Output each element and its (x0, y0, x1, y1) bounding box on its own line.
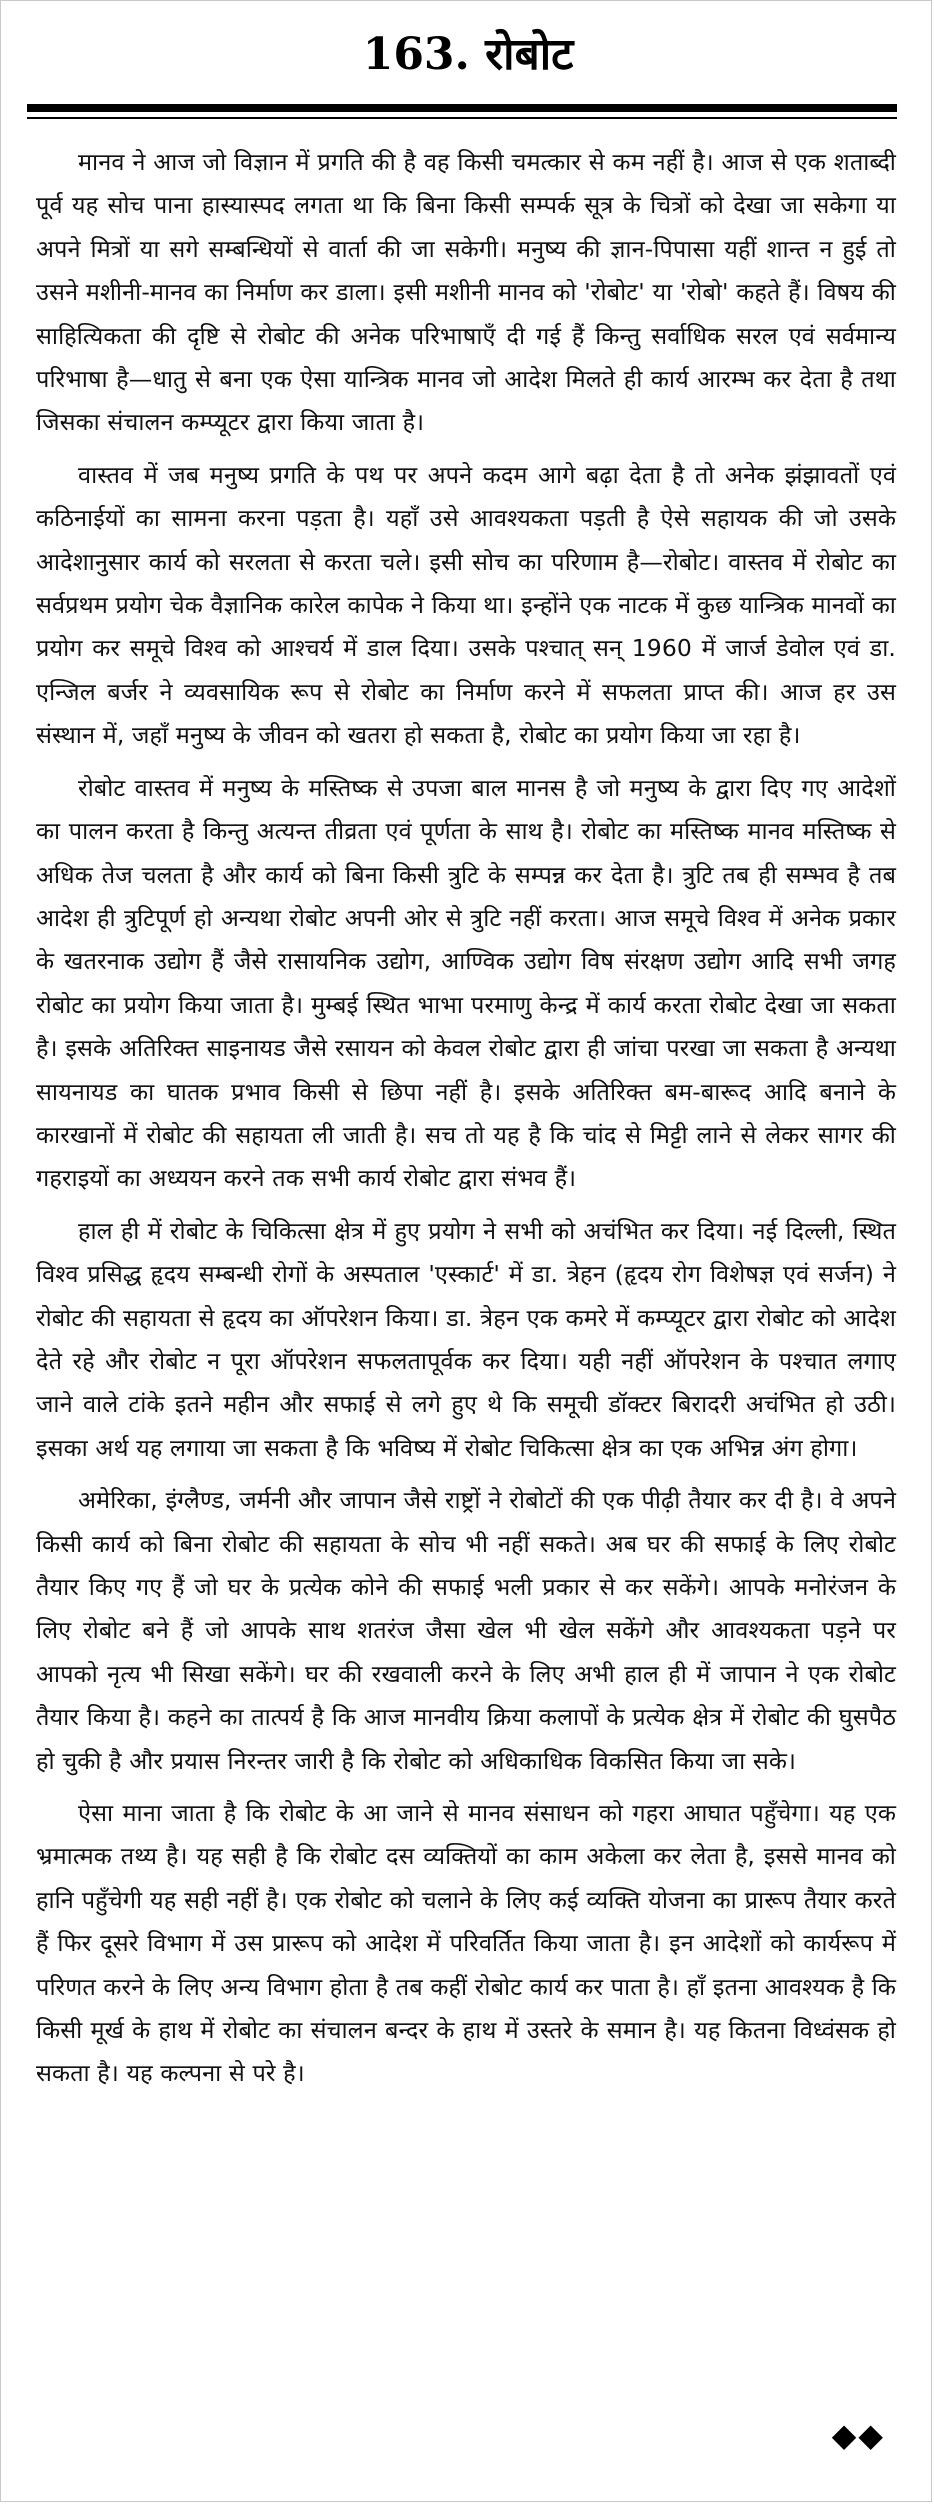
paragraph-6: ऐसा माना जाता है कि रोबोट के आ जाने से मानव संसाधन को गहरा आघात पहुँचेगा। यह एक भ्रमात्मक तथ्य है। यह सही है कि रोबोट दस व्यक्तियों का काम अकेला कर लेता है, इससे मानव को हानि पहुँचेगी यह सही नहीं है। एक रोबोट को चलाने के लिए कई व्यक्ति योजना का प्रारूप तैयार करते हैं फिर दूसरे विभाग में उस प्रारूप को आदेश में परिवर्तित किया जाता है। इन आदेशों को कार्यरूप में परिणत करने के लिए अन्य विभाग होता है तब कहीं रोबोट कार्य कर पाता है। हाँ इतना आवश्यक है कि किसी मूर्ख के हाथ में रोबोट का संचालन बन्दर के हाथ में उस्तरे के समान है। यह कितना विध्वंसक हो सकता है। यह कल्पना से परे है। (36, 1799, 896, 2088)
paragraph-3: रोबोट वास्तव में मनुष्य के मस्तिष्क से उपजा बाल मानस है जो मनुष्य के द्वारा दिए गए आदेशों का पालन करता है किन्तु अत्यन्त तीव्रता एवं पूर्णता के साथ है। रोबोट का मस्तिष्क मानव मस्तिष्क से अधिक तेज चलता है और कार्य को बिना किसी त्रुटि के सम्पन्न कर देता है। त्रुटि तब ही सम्भव है तब आदेश ही त्रुटिपूर्ण हो अन्यथा रोबोट अपनी ओर से त्रुटि नहीं करता। आज समूचे विश्व में अनेक प्रकार के खतरनाक उद्योग हैं जैसे रासायनिक उद्योग, आण्विक उद्योग विष संरक्षण उद्योग आदि सभी जगह रोबोट का प्रयोग किया जाता है। मुम्बई स्थित भाभा परमाणु केन्द्र में कार्य करता रोबोट देखा जा सकता है। इसके अतिरिक्त साइनायड जैसे रसायन को केवल रोबोट द्वारा ही जांचा परखा जा सकता है अन्यथा सायनायड का घातक प्रभाव किसी से छिपा नहीं है। इसके अतिरिक्त बम-बारूद आदि बनाने के कारखानों में रोबोट की सहायता ली जाती है। सच तो यह है कि चांद से मिट्टी लाने से लेकर सागर की गहराइयों का अध्ययन करने तक सभी कार्य रोबोट द्वारा संभव हैं। (36, 773, 896, 1193)
end-diamonds-icon: ◆◆ (831, 2416, 885, 2454)
title-rule-thin (27, 117, 897, 119)
essay-body (36, 141, 896, 2105)
page-title: 163. रोबोट (362, 29, 574, 80)
paragraph-5: अमेरिका, इंग्लैण्ड, जर्मनी और जापान जैसे राष्ट्रों ने रोबोटों की एक पीढ़ी तैयार कर दी है। वे अपने किसी कार्य को बिना रोबोट की सहायता के सोच भी नहीं सकते। अब घर की सफाई के लिए रोबोट तैयार किए गए हैं जो घर के प्रत्येक कोने की सफाई भली प्रकार से कर सकेंगे। आपके मनोरंजन के लिए रोबोट बने हैं जो आपके साथ शतरंज जैसा खेल भी खेल सकेंगे और आवश्यकता पड़ने पर आपको नृत्य भी सिखा सकेंगे। घर की रखवाली करने के लिए अभी हाल ही में जापान ने एक रोबोट तैयार किया है। कहने का तात्पर्य है कि आज मानवीय क्रिया कलापों के प्रत्येक क्षेत्र में रोबोट की घुसपैठ हो चुकी है और प्रयास निरन्तर जारी है कि रोबोट को अधिकाधिक विकसित किया जा सके। (36, 1486, 896, 1775)
paragraph-1: मानव ने आज जो विज्ञान में प्रगति की है वह किसी चमत्कार से कम नहीं है। आज से एक शताब्दी पूर्व यह सोच पाना हास्यास्पद लगता था कि बिना किसी सम्पर्क सूत्र के चित्रों को देखा जा सकेगा या अपने मित्रों या सगे सम्बन्धियों से वार्ता की जा सकेगी। मनुष्य की ज्ञान-पिपासा यहीं शान्त न हुई तो उसने मशीनी-मानव का निर्माण कर डाला। इसी मशीनी मानव को 'रोबोट' या 'रोबो' कहते हैं। विषय की साहित्यिकता की दृष्टि से रोबोट की अनेक परिभाषाएँ दी गई हैं किन्तु सर्वाधिक सरल एवं सर्वमान्य परिभाषा है—धातु से बना एक ऐसा यान्त्रिक मानव जो आदेश मिलते ही कार्य आरम्भ कर देता है तथा जिसका संचालन कम्प्यूटर द्वारा किया जाता है। (36, 148, 896, 437)
title-rule-thick (27, 104, 897, 112)
paragraph-2: वास्तव में जब मनुष्य प्रगति के पथ पर अपने कदम आगे बढ़ा देता है तो अनेक झंझावतों एवं कठिनाईयों का सामना करना पड़ता है। यहाँ उसे आवश्यकता पड़ती है ऐसे सहायक की जो उसके आदेशानुसार कार्य को सरलता से करता चले। इसी सोच का परिणाम है—रोबोट। वास्तव में रोबोट का सर्वप्रथम प्रयोग चेक वैज्ञानिक कारेल कापेक ने किया था। इन्होंने एक नाटक में कुछ यान्त्रिक मानवों का प्रयोग कर समूचे विश्व को आश्चर्य में डाल दिया। उसके पश्चात् सन् 1960 में जार्ज डेवोल एवं डा. एन्जिल बर्जर ने व्यवसायिक रूप से रोबोट का निर्माण करने में सफलता प्राप्त की। आज हर उस संस्थान में, जहाँ मनुष्य के जीवन को खतरा हो सकता है, रोबोट का प्रयोग किया जा रहा है। (36, 460, 896, 750)
paragraph-4: हाल ही में रोबोट के चिकित्सा क्षेत्र में हुए प्रयोग ने सभी को अचंभित कर दिया। नई दिल्ली, स्थित विश्व प्रसिद्ध हृदय सम्बन्धी रोगों के अस्पताल 'एस्कार्ट' में डा. त्रेहन (हृदय रोग विशेषज्ञ एवं सर्जन) ने रोबोट की सहायता से हृदय का ऑपरेशन किया। डा. त्रेहन एक कमरे में कम्प्यूटर द्वारा रोबोट को आदेश देते रहे और रोबोट न पूरा ऑपरेशन सफलतापूर्वक कर दिया। यही नहीं ऑपरेशन के पश्चात लगाए जाने वाले टांके इतने महीन और सफाई से लगे हुए थे कि समूची डॉक्टर बिरादरी अचंभित हो उठी। इसका अर्थ यह लगाया जा सकता है कि भविष्य में रोबोट चिकित्सा क्षेत्र का एक अभिन्न अंग होगा। (36, 1216, 896, 1462)
